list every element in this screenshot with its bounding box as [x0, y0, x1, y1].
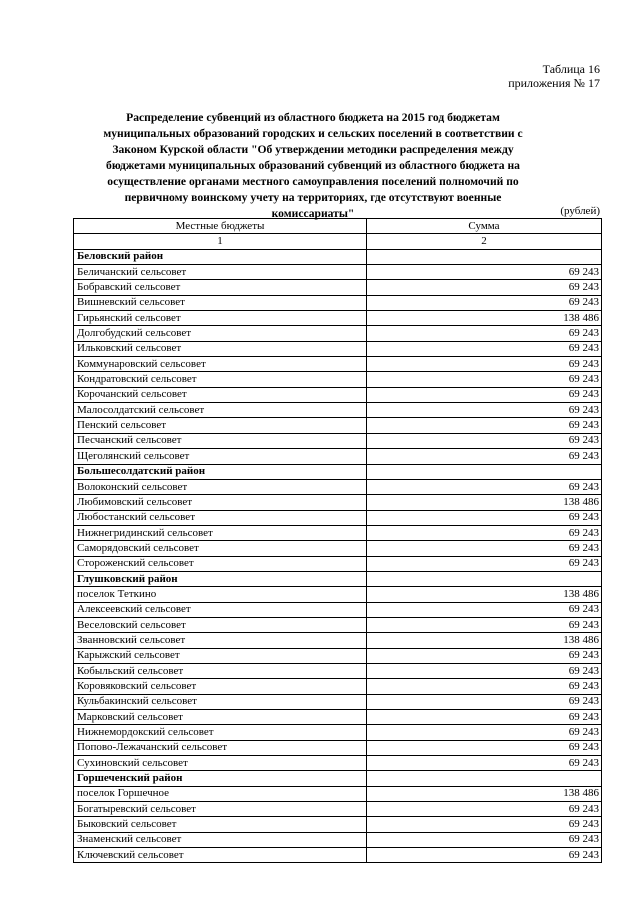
settlement-name: Волоконский сельсовет: [74, 479, 367, 494]
table-row: [74, 710, 602, 725]
table-row: [74, 387, 602, 402]
table-row: [74, 510, 602, 525]
settlement-name: Пенский сельсовет: [74, 418, 367, 433]
table-row: [74, 602, 602, 617]
table-row: [74, 495, 602, 510]
table-row: [74, 311, 602, 326]
settlement-name: поселок Горшечное: [74, 786, 367, 801]
settlement-name: Малосолдатский сельсовет: [74, 403, 367, 418]
amount-cell: 69 243: [367, 663, 602, 678]
table-row: [74, 756, 602, 771]
settlement-name: Любостанский сельсовет: [74, 510, 367, 525]
table-row: [74, 449, 602, 464]
amount-cell: 69 243: [367, 556, 602, 571]
settlement-name: Саморядовский сельсовет: [74, 541, 367, 556]
settlement-name: Стороженский сельсовет: [74, 556, 367, 571]
settlement-name: Кобыльский сельсовет: [74, 663, 367, 678]
settlement-name: Кульбакинский сельсовет: [74, 694, 367, 709]
table-row: [74, 295, 602, 310]
settlement-name: Веселовский сельсовет: [74, 617, 367, 632]
amount-cell: 69 243: [367, 433, 602, 448]
column-header-row: [74, 219, 602, 234]
amount-cell: 69 243: [367, 694, 602, 709]
table-row: [74, 326, 602, 341]
settlement-name: Бобравский сельсовет: [74, 280, 367, 295]
settlement-name: Нижнегридинский сельсовет: [74, 525, 367, 540]
amount-cell: 69 243: [367, 387, 602, 402]
table-row: [74, 265, 602, 280]
amount-cell: [367, 571, 602, 586]
amount-cell: 138 486: [367, 311, 602, 326]
district-row: [74, 771, 602, 786]
amount-cell: 69 243: [367, 848, 602, 863]
amount-cell: [367, 464, 602, 479]
column-number-2: 2: [367, 234, 602, 249]
column-number-row: [74, 234, 602, 249]
table-row: [74, 525, 602, 540]
amount-cell: 69 243: [367, 479, 602, 494]
table-row: [74, 556, 602, 571]
table-row: [74, 740, 602, 755]
amount-cell: 138 486: [367, 495, 602, 510]
amount-cell: 69 243: [367, 817, 602, 832]
settlement-name: Ключевский сельсовет: [74, 848, 367, 863]
subvention-table: [73, 218, 602, 863]
district-row: [74, 464, 602, 479]
settlement-name: Беличанский сельсовет: [74, 265, 367, 280]
amount-cell: 69 243: [367, 602, 602, 617]
table-row: [74, 280, 602, 295]
amount-cell: 138 486: [367, 633, 602, 648]
settlement-name: Гирьянский сельсовет: [74, 311, 367, 326]
amount-cell: 69 243: [367, 372, 602, 387]
table-row: [74, 617, 602, 632]
settlement-name: Марковский сельсовет: [74, 710, 367, 725]
table-row: [74, 479, 602, 494]
amount-cell: 69 243: [367, 341, 602, 356]
amount-cell: 69 243: [367, 357, 602, 372]
table-row: [74, 372, 602, 387]
amount-cell: 69 243: [367, 725, 602, 740]
amount-cell: 69 243: [367, 418, 602, 433]
amount-cell: 69 243: [367, 648, 602, 663]
amount-cell: 69 243: [367, 280, 602, 295]
settlement-name: Нижнемордокский сельсовет: [74, 725, 367, 740]
amount-cell: 138 486: [367, 786, 602, 801]
settlement-name: Знаменский сельсовет: [74, 832, 367, 847]
settlement-name: Сухиновский сельсовет: [74, 756, 367, 771]
district-name: Горшеченский район: [74, 771, 367, 786]
district-row: [74, 249, 602, 264]
amount-cell: 69 243: [367, 265, 602, 280]
settlement-name: Попово-Лежачанский сельсовет: [74, 740, 367, 755]
settlement-name: Карыжский сельсовет: [74, 648, 367, 663]
amount-cell: [367, 249, 602, 264]
settlement-name: Быковский сельсовет: [74, 817, 367, 832]
amount-cell: 69 243: [367, 541, 602, 556]
settlement-name: Коммунаровский сельсовет: [74, 357, 367, 372]
column-header-budgets: Местные бюджеты: [74, 219, 367, 234]
settlement-name: Коровяковский сельсовет: [74, 679, 367, 694]
settlement-name: Кондратовский сельсовет: [74, 372, 367, 387]
table-row: [74, 725, 602, 740]
amount-cell: 69 243: [367, 756, 602, 771]
amount-cell: 69 243: [367, 525, 602, 540]
table-row: [74, 802, 602, 817]
amount-cell: 69 243: [367, 802, 602, 817]
unit-label: (рублей): [560, 205, 600, 217]
amount-cell: 69 243: [367, 510, 602, 525]
settlement-name: Званновский сельсовет: [74, 633, 367, 648]
table-row: [74, 648, 602, 663]
table-row: [74, 679, 602, 694]
settlement-name: Песчанский сельсовет: [74, 433, 367, 448]
amount-cell: 138 486: [367, 587, 602, 602]
settlement-name: Любимовский сельсовет: [74, 495, 367, 510]
table-body: [74, 249, 602, 863]
amount-cell: 69 243: [367, 617, 602, 632]
table-row: [74, 694, 602, 709]
amount-cell: 69 243: [367, 740, 602, 755]
table-row: [74, 633, 602, 648]
column-header-sum: Сумма: [367, 219, 602, 234]
table-row: [74, 832, 602, 847]
amount-cell: 69 243: [367, 295, 602, 310]
amount-cell: 69 243: [367, 832, 602, 847]
document-header: [508, 62, 600, 90]
settlement-name: поселок Теткино: [74, 587, 367, 602]
appendix-label: приложения № 17: [508, 76, 600, 90]
settlement-name: Вишневский сельсовет: [74, 295, 367, 310]
amount-cell: 69 243: [367, 326, 602, 341]
settlement-name: Богатыревский сельсовет: [74, 802, 367, 817]
district-name: Глушковский район: [74, 571, 367, 586]
settlement-name: Ильковский сельсовет: [74, 341, 367, 356]
table-row: [74, 541, 602, 556]
settlement-name: Щеголянский сельсовет: [74, 449, 367, 464]
document-title: Распределение субвенций из областного бюджета на 2015 год бюджетам муниципальных образований городских и сельских поселений в соответствии с Законом Курской области "Об утверждении методики распределения между бюджетами муниципальных образований субвенций из областного бюджета на осуществление органами местного самоуправления поселений полномочий по первичному воинскому учету на территориях, где отсутствуют военные комиссариаты": [103, 111, 523, 220]
column-number-1: 1: [74, 234, 367, 249]
amount-cell: 69 243: [367, 679, 602, 694]
district-name: Большесолдатский район: [74, 464, 367, 479]
settlement-name: Корочанский сельсовет: [74, 387, 367, 402]
table-row: [74, 341, 602, 356]
amount-cell: [367, 771, 602, 786]
table-row: [74, 357, 602, 372]
table-row: [74, 403, 602, 418]
table-row: [74, 848, 602, 863]
settlement-name: Алексеевский сельсовет: [74, 602, 367, 617]
amount-cell: 69 243: [367, 403, 602, 418]
table-row: [74, 817, 602, 832]
table-row: [74, 663, 602, 678]
table-row: [74, 433, 602, 448]
district-row: [74, 571, 602, 586]
amount-cell: 69 243: [367, 710, 602, 725]
table-label: Таблица 16: [542, 62, 600, 76]
table-row: [74, 786, 602, 801]
table-row: [74, 587, 602, 602]
table-row: [74, 418, 602, 433]
district-name: Беловский район: [74, 249, 367, 264]
amount-cell: 69 243: [367, 449, 602, 464]
settlement-name: Долгобудский сельсовет: [74, 326, 367, 341]
